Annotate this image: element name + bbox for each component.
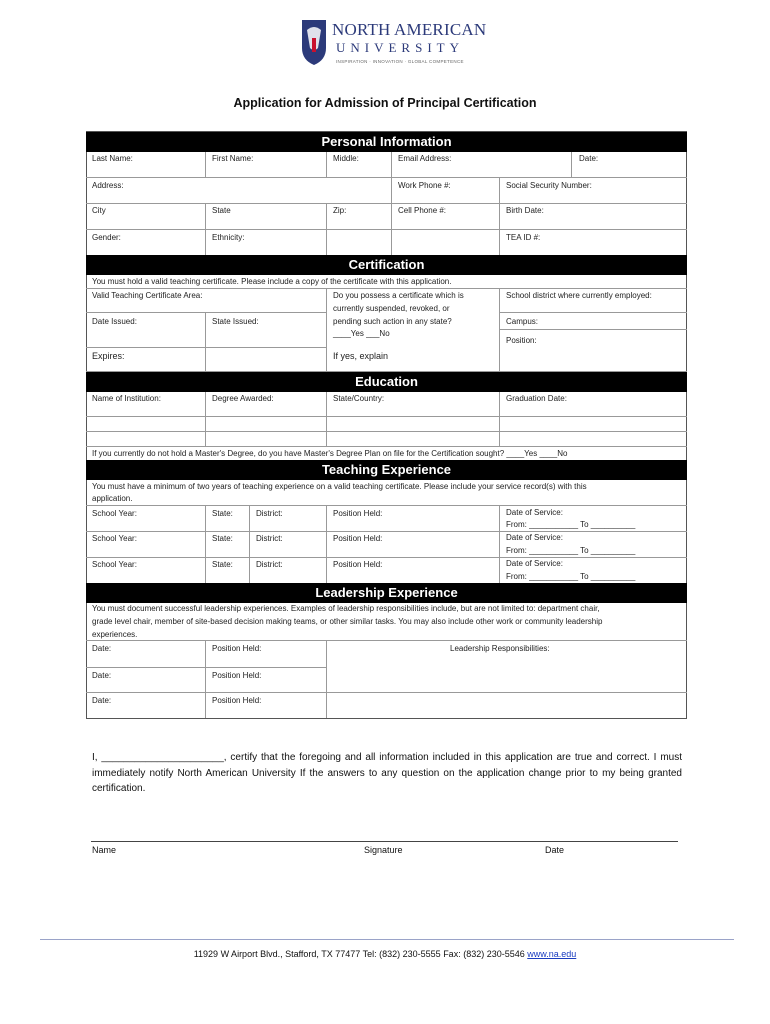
field-address[interactable]: Address: <box>92 181 124 190</box>
field-position[interactable]: Position: <box>506 336 537 345</box>
section-header-certification: Certification <box>86 255 687 275</box>
field-date-of-service: Date of Service: <box>506 508 563 517</box>
document-title: Application for Admission of Principal Certification <box>233 96 537 110</box>
section-header-education: Education <box>86 372 687 392</box>
field-last-name[interactable]: Last Name: <box>92 154 133 163</box>
field-gender[interactable]: Gender: <box>92 233 121 242</box>
field-cell-phone[interactable]: Cell Phone #: <box>398 206 447 215</box>
field-first-name[interactable]: First Name: <box>212 154 254 163</box>
field-tea-id[interactable]: TEA ID #: <box>506 233 541 242</box>
signature-label-name: Name <box>92 845 117 855</box>
field-middle[interactable]: Middle: <box>333 154 359 163</box>
field-state[interactable]: State <box>212 206 231 215</box>
field-leadership-responsibilities[interactable]: Leadership Responsibilities: <box>450 644 550 653</box>
signature-label-signature: Signature <box>364 845 403 855</box>
logo-line-2: UNIVERSITY <box>336 40 464 55</box>
signature-label-date: Date <box>545 845 565 855</box>
footer-address: 11929 W Airport Blvd., Stafford, TX 77477 Tel: (832) 230-5555 Fax: (832) 230-5546 <box>193 949 528 959</box>
field-position-held[interactable]: Position Held: <box>333 509 383 518</box>
field-degree[interactable]: Degree Awarded: <box>212 394 274 403</box>
field-teaching-state[interactable]: State: <box>212 534 233 543</box>
suspended-question-line2: currently suspended, revoked, or <box>333 304 450 313</box>
field-email[interactable]: Email Address: <box>398 154 452 163</box>
field-ethnicity[interactable]: Ethnicity: <box>212 233 245 242</box>
field-institution[interactable]: Name of Institution: <box>92 394 161 403</box>
field-city[interactable]: City <box>92 206 106 215</box>
field-position-held[interactable]: Position Held: <box>333 534 383 543</box>
teaching-note-line1: You must have a minimum of two years of teaching experience on a valid teaching certificate. Please include your service record(s) with this <box>92 482 587 491</box>
signature-line[interactable] <box>91 841 678 842</box>
suspended-question-line3: pending such action in any state? <box>333 317 452 326</box>
university-logo <box>296 18 487 70</box>
field-teaching-state[interactable]: State: <box>212 509 233 518</box>
field-date[interactable]: Date: <box>579 154 599 163</box>
field-state-issued[interactable]: State Issued: <box>212 317 259 326</box>
field-work-phone[interactable]: Work Phone #: <box>398 181 451 190</box>
certification-note: You must hold a valid teaching certificate. Please include a copy of the certificate with this application. <box>92 277 452 286</box>
leadership-note-line1: You must document successful leadership experiences. Examples of leadership responsibilities include, but are not limited to: department chair, <box>92 604 600 613</box>
field-zip[interactable]: Zip: <box>333 206 347 215</box>
field-leadership-position[interactable]: Position Held: <box>212 644 262 653</box>
field-state-country[interactable]: State/Country: <box>333 394 385 403</box>
field-service-from-to[interactable]: From: ___________ To __________ <box>506 546 636 555</box>
field-campus[interactable]: Campus: <box>506 317 539 326</box>
field-ssn[interactable]: Social Security Number: <box>506 181 592 190</box>
field-school-year[interactable]: School Year: <box>92 560 137 569</box>
teaching-note-line2: application. <box>92 494 133 503</box>
suspended-question-line1: Do you possess a certificate which is <box>333 291 464 300</box>
footer <box>0 949 770 959</box>
section-header-teaching: Teaching Experience <box>86 460 687 480</box>
field-leadership-position[interactable]: Position Held: <box>212 671 262 680</box>
field-service-from-to[interactable]: From: ___________ To __________ <box>506 520 636 529</box>
field-certificate-area[interactable]: Valid Teaching Certificate Area: <box>92 291 203 300</box>
field-expires[interactable]: Expires: <box>92 351 125 361</box>
field-teaching-district[interactable]: District: <box>256 509 283 518</box>
field-graduation-date[interactable]: Graduation Date: <box>506 394 567 403</box>
field-teaching-state[interactable]: State: <box>212 560 233 569</box>
field-date-of-service: Date of Service: <box>506 533 563 542</box>
field-date-of-service: Date of Service: <box>506 559 563 568</box>
field-school-year[interactable]: School Year: <box>92 534 137 543</box>
leadership-note-line3: experiences. <box>92 630 138 639</box>
shield-icon <box>300 18 328 66</box>
field-date-issued[interactable]: Date Issued: <box>92 317 137 326</box>
field-school-year[interactable]: School Year: <box>92 509 137 518</box>
field-leadership-date[interactable]: Date: <box>92 644 112 653</box>
section-header-leadership: Leadership Experience <box>86 583 687 603</box>
application-form <box>86 131 687 719</box>
footer-divider <box>40 939 734 940</box>
field-leadership-date[interactable]: Date: <box>92 696 112 705</box>
field-service-from-to[interactable]: From: ___________ To __________ <box>506 572 636 581</box>
certification-statement: I, ______________________, certify that the foregoing and all information included in this application are true and correct. I must immediately notify North American University If the answers to any question on the application change prior to my being granted certification. <box>92 752 682 794</box>
masters-degree-question[interactable]: If you currently do not hold a Master's Degree, do you have Master's Degree Plan on file for the Certification sought? ____Yes ____No <box>92 449 568 458</box>
website-link[interactable]: www.na.edu <box>527 949 577 959</box>
field-leadership-position[interactable]: Position Held: <box>212 696 262 705</box>
field-birth-date[interactable]: Birth Date: <box>506 206 544 215</box>
field-school-district[interactable]: School district where currently employed: <box>506 291 652 300</box>
logo-line-1: NORTH AMERICAN <box>332 20 487 39</box>
field-if-yes-explain[interactable]: If yes, explain <box>333 351 389 361</box>
field-teaching-district[interactable]: District: <box>256 560 283 569</box>
field-leadership-date[interactable]: Date: <box>92 671 112 680</box>
field-teaching-district[interactable]: District: <box>256 534 283 543</box>
suspended-yes-no[interactable]: ____Yes ___No <box>333 329 390 338</box>
section-header-personal: Personal Information <box>86 132 687 152</box>
leadership-note-line2: grade level chair, member of site-based decision making teams, or other similar tasks. You may also include other work or community leadership <box>92 617 603 626</box>
field-position-held[interactable]: Position Held: <box>333 560 383 569</box>
logo-tagline: INSPIRATION · INNOVATION · GLOBAL COMPETENCE <box>336 59 464 64</box>
